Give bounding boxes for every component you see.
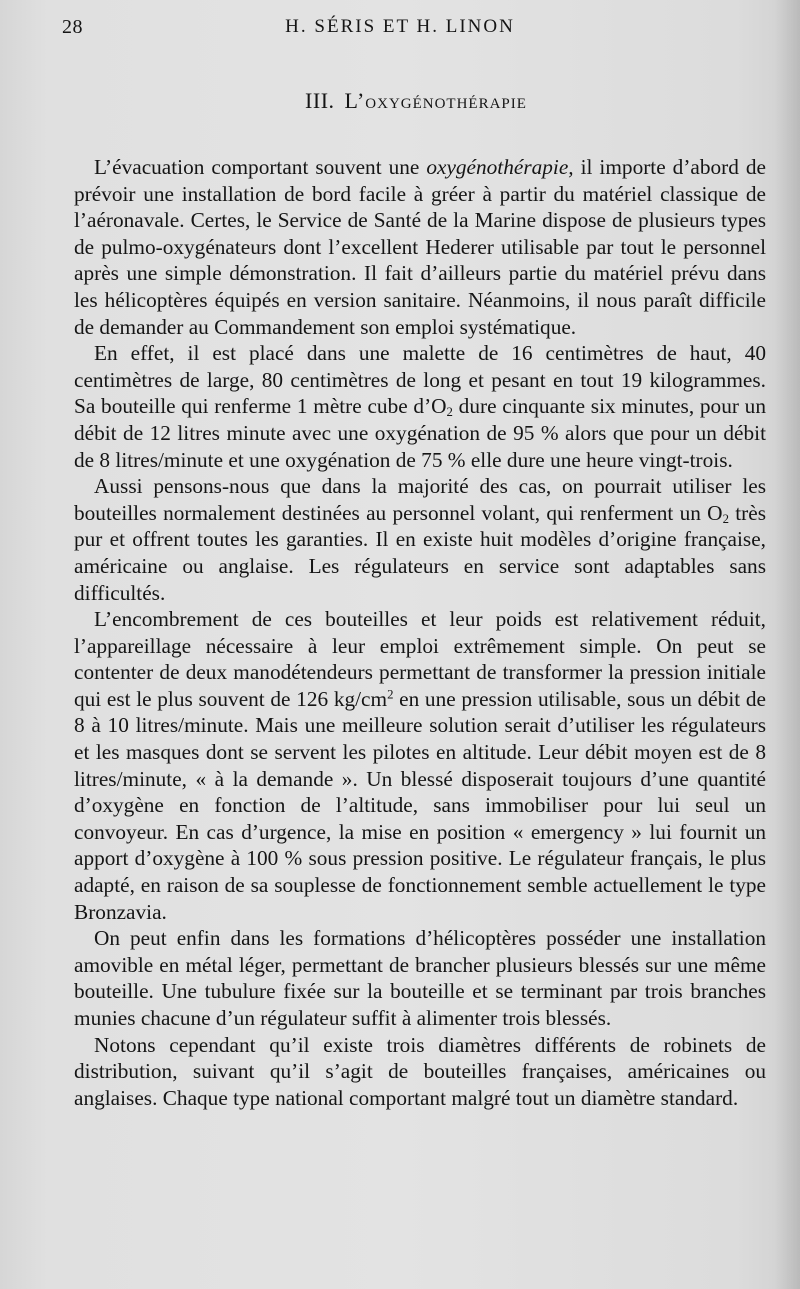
paragraph-4-text: L’encombrement de ces bouteilles et leur poids est relativement réduit, l’appareillage nécessaire à leur emploi extrêmement simple. On peut se contenter de deux manodétendeurs permettant de transformer la pression initiale qui est le plus souvent de 126 kg/cm [74,607,766,711]
paragraph-3-subscript: 2 [722,511,729,526]
paragraph-2-text-cont: dure cinquante six minutes, pour un débit de 12 litres minute avec une oxygénation de 95 % alors que pour un débit de 8 litres/minute et une oxygénation de 75 % elle dure une heure vingt-trois. [74,394,766,472]
page-number: 28 [62,16,83,38]
paragraph-1-emphasis: oxygénothérapie, [426,155,574,179]
paragraph-5 [74,925,766,1031]
paragraph-1-text-cont: il importe d’abord de prévoir une installation de bord facile à gréer à partir du matériel classique de l’aéronavale. Certes, le Service de Santé de la Marine dispose de plusieurs types de pulmo-oxygénateurs dont l’excellent Hederer utilisable par tout le personnel après une simple démonstration. Il fait d’ailleurs partie du matériel prévu dans les hélicoptères équipés en version sanitaire. Néanmoins, il nous paraît difficile de demander au Commandement son emploi systématique. [74,155,766,339]
paragraph-3-text: Aussi pensons-nous que dans la majorité des cas, on pourrait utiliser les bouteilles normalement destinées au personnel volant, qui renferment un O [74,474,766,525]
section-title [0,88,800,114]
paragraph-2 [74,340,766,473]
paragraph-1 [74,154,766,340]
paragraph-2-text: En effet, il est placé dans une malette de 16 centimètres de haut, 40 centimètres de large, 80 centimètres de long et pesant en tout 19 kilogrammes. Sa bouteille qui renferme 1 mètre cube d’O [74,341,766,419]
paragraph-3 [74,473,766,606]
paragraph-2-subscript: 2 [446,405,453,420]
section-title-text: L’oxygénothérapie [344,88,527,113]
running-head: H. SÉRIS ET H. LINON [285,16,515,37]
paragraph-6-text: Notons cependant qu’il existe trois diamètres différents de robinets de distribution, suivant qu’il s’agit de bouteilles françaises, américaines ou anglaises. Chaque type national comportant malgré tout un diamètre standard. [74,1032,766,1110]
body-text [74,154,766,1111]
paragraph-5-text: On peut enfin dans les formations d’hélicoptères posséder une installation amovible en métal léger, permettant de brancher plusieurs blessés sur une même bouteille. Une tubulure fixée sur la bouteille et se terminant par trois branches munies chacune d’un régulateur suffit à alimenter trois blessés. [74,926,766,1030]
page-edge-shadow [774,0,800,1289]
paragraph-4 [74,606,766,925]
paragraph-6 [74,1032,766,1112]
paragraph-3-text-cont: très pur et offrent toutes les garanties. Il en existe huit modèles d’origine française, américaine ou anglaise. Les régulateurs en service sont adaptables sans difficultés. [74,500,767,605]
paragraph-1-text: L’évacuation comportant souvent une [94,155,427,179]
paragraph-4-text-cont: en une pression utilisable, sous un débit de 8 à 10 litres/minute. Mais une meilleure solution serait d’utiliser les régulateurs et les masques dont se servent les pilotes en altitude. Leur débit moyen est de 8 litres/minute, « à la demande ». Un blessé disposerait toujours d’une quantité d’oxygène en fonction de l’altitude, sans immobiliser pour lui seul un convoyeur. En cas d’urgence, la mise en position « emergency » lui fournit un apport d’oxygène à 100 % sous pression positive. Le régulateur français, le plus adapté, en raison de sa souplesse de fonctionnement semble actuellement le type Bronzavia. [74,686,766,924]
paragraph-4-superscript: 2 [387,687,394,702]
section-numeral: III. [305,88,335,113]
